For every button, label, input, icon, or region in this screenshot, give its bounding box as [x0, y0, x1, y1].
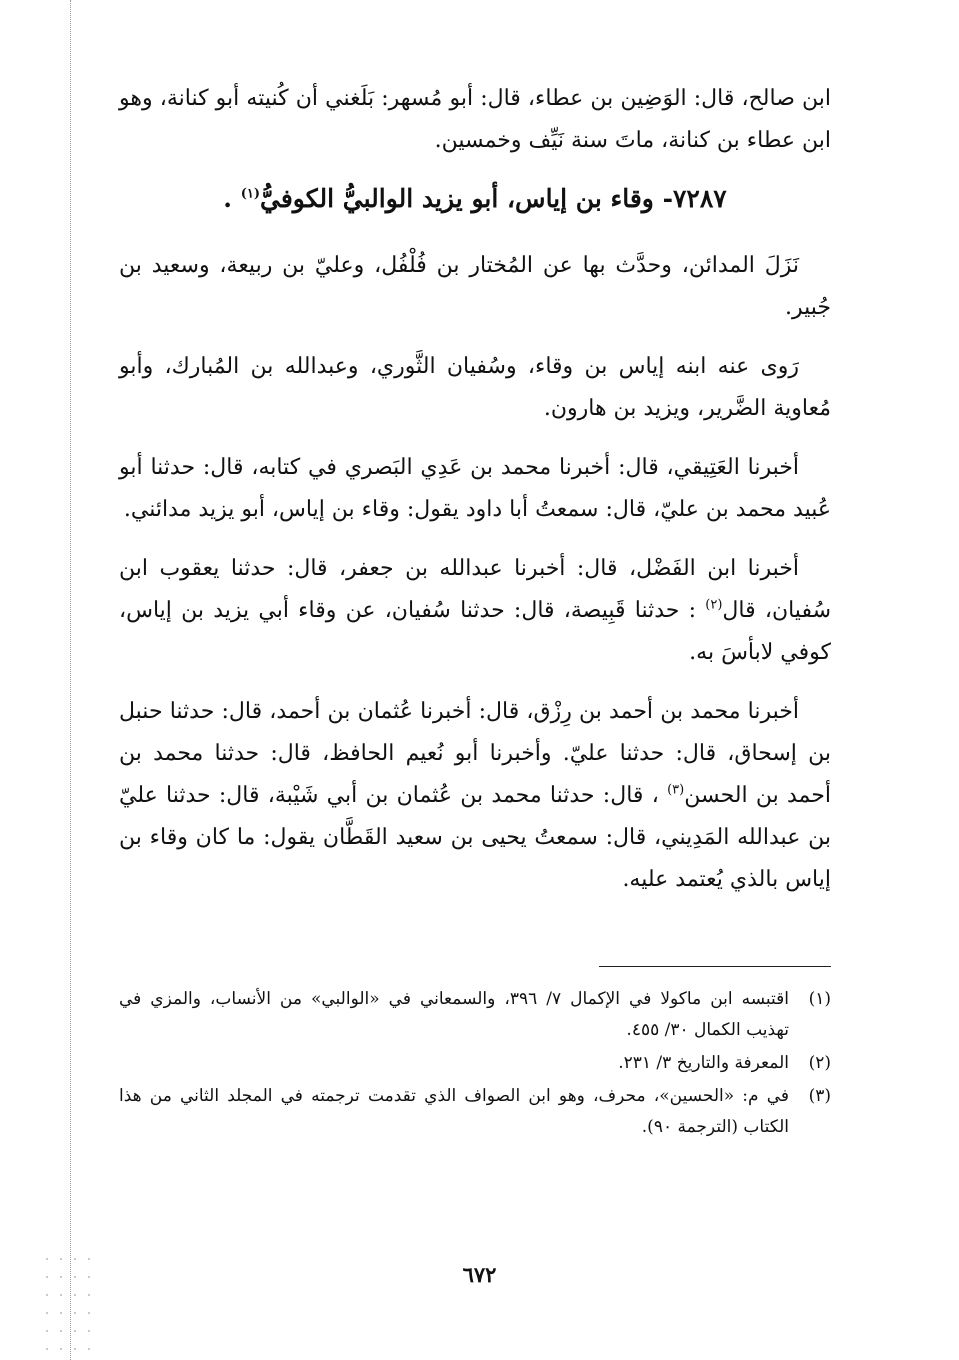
- footnote-2: [119, 1048, 831, 1079]
- entry-heading-text: ٧٢٨٧- وقاء بن إياس، أبو يزيد الوالبيُّ الكوفيُّ: [260, 184, 727, 213]
- main-text: [119, 78, 831, 918]
- continuation-paragraph: [119, 78, 831, 162]
- footnote-divider: [599, 966, 831, 967]
- paragraph-isnad-fadl-text-a: أخبرنا ابن الفَضْل، قال: أخبرنا عبدالله بن جعفر، قال: حدثنا يعقوب ابن سُفيان، قال: [119, 556, 832, 623]
- entry-heading-end: .: [223, 184, 241, 213]
- paragraph-isnad-fadl-text-b: : حدثنا قَبِيصة، قال: حدثنا سُفيان، عن وقاء أبي يزيد بن إياس، كوفي لابأسَ به.: [119, 598, 831, 665]
- footnote-3: [119, 1081, 831, 1143]
- paragraph-isnad-atiqi: [119, 447, 831, 531]
- paragraph-isnad-rizq-text-a: أخبرنا محمد بن أحمد بن رِزْق، قال: أخبرنا عُثمان بن أحمد، قال: حدثنا حنبل بن إسحاق، قال: حدثنا عليّ. وأخبرنا أبو نُعيم الحافظ، قال: حدثنا محمد بن أحمد بن الحسن: [119, 699, 831, 808]
- paragraph-residence: [119, 245, 831, 329]
- footnote-ref-3[interactable]: (٣): [667, 782, 685, 798]
- entry-heading: [119, 179, 831, 219]
- paragraph-isnad-fadl: [119, 548, 831, 674]
- footnote-2-number: (٢): [808, 1053, 831, 1073]
- paragraph-residence-text: نَزَلَ المدائن، وحدَّث بها عن المُختار بن فُلْفُل، وعليّ بن ربيعة، وسعيد بن جُبير.: [119, 253, 831, 320]
- paragraph-isnad-rizq: [119, 691, 831, 901]
- page-number: ٦٧٢: [462, 1262, 497, 1287]
- footnote-ref-2[interactable]: (٢): [705, 597, 723, 613]
- paragraph-isnad-atiqi-text: أخبرنا العَتِيقي، قال: أخبرنا محمد بن عَدِي البَصري في كتابه، قال: حدثنا أبو عُبيد محمد بن عليّ، قال: سمعتُ أبا داود يقول: وقاء بن إياس، أبو يزيد مدائني.: [119, 455, 831, 522]
- footnote-3-text: في م: «الحسين»، محرف، وهو ابن الصواف الذي تقدمت ترجمته في المجلد الثاني من هذا الكتاب (الترجمة ٩٠).: [119, 1086, 789, 1137]
- paragraph-narrators: [119, 346, 831, 430]
- footnote-3-number: (٣): [808, 1086, 831, 1106]
- continuation-text: ابن صالح، قال: الوَضِين بن عطاء، قال: أبو مُسهر: بَلَغني أن كُنيته أبو كنانة، وهو ابن عطاء بن كنانة، ماتَ سنة نَيِّف وخمسين.: [119, 86, 831, 153]
- footnote-1-number: (١): [808, 989, 831, 1009]
- footnote-1: [119, 984, 831, 1046]
- footnote-1-text: اقتبسه ابن ماكولا في الإكمال ٧/ ٣٩٦، والسمعاني في «الوالبي» من الأنساب، والمزي في تهذيب الكمال ٣٠/ ٤٥٥.: [119, 989, 789, 1040]
- footnote-2-text: المعرفة والتاريخ ٣/ ٢٣١.: [618, 1053, 789, 1073]
- footnotes: [119, 984, 831, 1145]
- paragraph-narrators-text: رَوى عنه ابنه إياس بن وقاء، وسُفيان الثَّوري، وعبدالله بن المُبارك، وأبو مُعاوية الضَّرير، ويزيد بن هارون.: [119, 354, 831, 421]
- scan-edge-line: [70, 0, 71, 1360]
- footnote-ref-1[interactable]: (١): [240, 186, 261, 202]
- paragraph-isnad-rizq-text-b: ، قال: حدثنا محمد بن عُثمان بن أبي شَيْبة، قال: حدثنا عليّ بن عبدالله المَدِيني، قال: سمعتُ يحيى بن سعيد القَطَّان يقول: ما كان وقاء بن إياس بالذي يُعتمد عليه.: [119, 783, 831, 892]
